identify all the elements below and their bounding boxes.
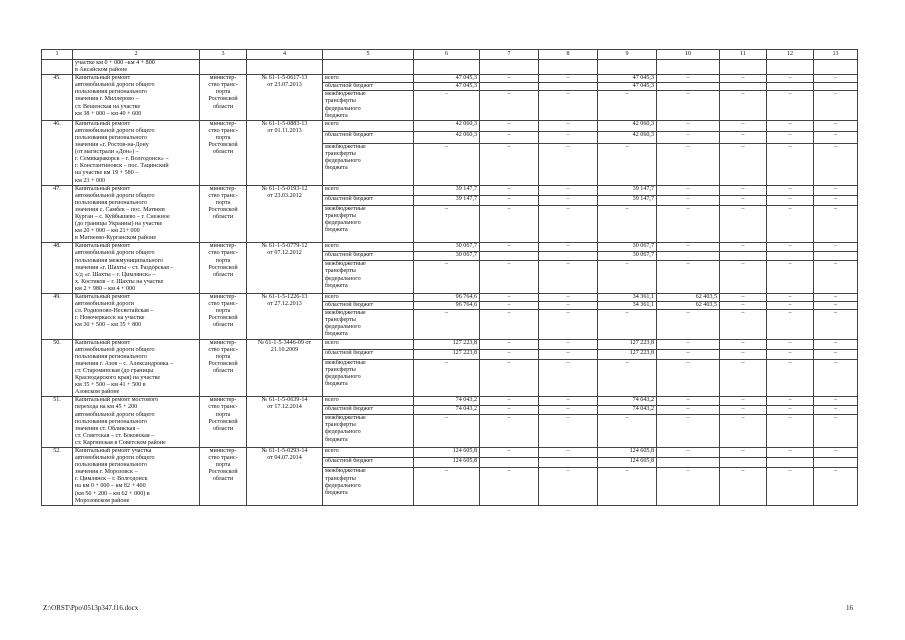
amount-col11: – [720, 302, 767, 310]
amount-col8: – [539, 397, 598, 406]
amount-col10: 62 403,5 [657, 302, 720, 310]
amount-col8: – [539, 120, 598, 132]
col-header: 4 [247, 50, 323, 60]
record-name: Капитальный ремонт автомобильной дороги общего пользования регионального значения «г. Ростов-на-Дону (от магистрали «Дон») – г. Семикаракорск – г. Волгодонск» – г. Константиновск – пос. Тацинский на участке км 19 + 580 – км 23 + 000 [73, 120, 200, 185]
amount-col13: – [814, 397, 858, 406]
funding-source: всего [323, 339, 414, 349]
amount-col9: – [598, 415, 657, 448]
amount-col10 [657, 252, 720, 261]
amount-col8: – [539, 206, 598, 243]
funding-source: областной бюджет [323, 132, 414, 144]
amount-col10: – [657, 447, 720, 457]
amount-col12: – [767, 132, 814, 144]
amount-col6: 47 045,3 [414, 83, 480, 91]
col-header: 5 [323, 50, 414, 60]
amount-col11 [720, 83, 767, 91]
amount-col13: – [814, 132, 858, 144]
amount-col7: – [480, 360, 539, 397]
funding-source: всего [323, 294, 414, 302]
amount-col9: 127 223,8 [598, 339, 657, 349]
record-ministry: министер- ство транс- порта Ростовской области [200, 447, 247, 505]
amount-col13: – [814, 206, 858, 243]
amount-col13 [814, 252, 858, 261]
amount-col8: – [539, 75, 598, 83]
col-header: 6 [414, 50, 480, 60]
page-number: 16 [846, 604, 853, 612]
amount-col12 [767, 83, 814, 91]
record-name: Капитальный ремонт автомобильной дороги общего пользования регионального значения с. Самбек – пос. Матвеев Курган – с. Куйбышево – г. Снежное (до границы Украины) на участке км 20 + 000 – км 21+ 000 в Матвеево-Курганском районе [73, 185, 200, 243]
amount-col8: – [539, 415, 598, 448]
funding-source: всего [323, 447, 414, 457]
continuation-text: участке км 0 + 000 –км 4 + 800 в Аксайском районе [73, 60, 200, 75]
amount-col6: 47 045,3 [414, 75, 480, 83]
funding-source: областной бюджет [323, 349, 414, 359]
amount-col9: – [598, 468, 657, 505]
amount-col12: – [767, 261, 814, 294]
record-permit: № 61-1-5-0779-12 от 07.12.2012 [247, 243, 323, 294]
amount-col12: – [767, 185, 814, 195]
amount-col9: – [598, 310, 657, 339]
record-number: 50. [42, 339, 73, 397]
amount-col8: – [539, 132, 598, 144]
amount-col13: – [814, 415, 858, 448]
amount-col6: 96 764,6 [414, 302, 480, 310]
amount-col7: – [480, 406, 539, 415]
amount-col9: 34 361,1 [598, 302, 657, 310]
amount-col12: – [767, 468, 814, 505]
record-number: 46. [42, 120, 73, 185]
amount-col12 [767, 458, 814, 468]
amount-col11: – [720, 415, 767, 448]
amount-col8: – [539, 302, 598, 310]
amount-col8: – [539, 339, 598, 349]
amount-col10: – [657, 261, 720, 294]
funding-source: межбюджетные трансферты федерального бюджета [323, 206, 414, 243]
amount-col11: – [720, 206, 767, 243]
amount-col7: – [480, 349, 539, 359]
amount-col10: 62 403,5 [657, 294, 720, 302]
amount-col6: 42 060,3 [414, 120, 480, 132]
amount-col12: – [767, 294, 814, 302]
continuation-row [42, 60, 858, 75]
amount-col10 [657, 458, 720, 468]
amount-col10: – [657, 75, 720, 83]
amount-col10: – [657, 91, 720, 120]
amount-col11: – [720, 143, 767, 185]
amount-col11: – [720, 310, 767, 339]
amount-col10: – [657, 349, 720, 359]
record-permit: № 61-1-5-0883-13 от 01.11.2013 [247, 120, 323, 185]
amount-col8: – [539, 261, 598, 294]
amount-col10: – [657, 243, 720, 252]
funding-source: всего [323, 243, 414, 252]
col-header: 2 [73, 50, 200, 60]
amount-col12: – [767, 75, 814, 83]
amount-col13: – [814, 120, 858, 132]
amount-col11: – [720, 195, 767, 205]
record-row [42, 397, 858, 406]
amount-col10: – [657, 415, 720, 448]
record-permit: № 61-1-5-3446-09 от 21.10.2009 [247, 339, 323, 397]
amount-col10: – [657, 185, 720, 195]
amount-col9: 74 043,2 [598, 406, 657, 415]
amount-col7: – [480, 132, 539, 144]
amount-col6: 127 223,8 [414, 349, 480, 359]
table-body [42, 50, 858, 506]
amount-col8: – [539, 360, 598, 397]
amount-col12: – [767, 339, 814, 349]
amount-col12: – [767, 302, 814, 310]
funding-source: межбюджетные трансферты федерального бюджета [323, 143, 414, 185]
amount-col7: – [480, 243, 539, 252]
funding-source: межбюджетные трансферты федерального бюджета [323, 468, 414, 505]
amount-col8 [539, 83, 598, 91]
amount-col10: – [657, 195, 720, 205]
record-ministry: министер- ство транс- порта Ростовской области [200, 243, 247, 294]
amount-col9: 42 060,3 [598, 120, 657, 132]
amount-col12: – [767, 360, 814, 397]
amount-col13: – [814, 406, 858, 415]
amount-col7 [480, 83, 539, 91]
record-number: 47. [42, 185, 73, 243]
amount-col12: – [767, 143, 814, 185]
record-name: Капитальный ремонт автомобильной дороги общего пользования регионального значения г. Азов – с. Александровка – ст. Староминская (до границы Краснодарского края) на участке км 35 + 500 – км 41 + 500 в Азовском районе [73, 339, 200, 397]
amount-col7: – [480, 310, 539, 339]
amount-col8: – [539, 243, 598, 252]
amount-col9: – [598, 143, 657, 185]
funding-source: всего [323, 75, 414, 83]
amount-col9: 74 043,2 [598, 397, 657, 406]
amount-col9: 34 361,1 [598, 294, 657, 302]
amount-col9: 39 147,7 [598, 195, 657, 205]
record-ministry: министер- ство транс- порта Ростовской области [200, 185, 247, 243]
amount-col11: – [720, 120, 767, 132]
amount-col11: – [720, 397, 767, 406]
amount-col9: – [598, 261, 657, 294]
amount-col6: – [414, 91, 480, 120]
funding-source: межбюджетные трансферты федерального бюджета [323, 261, 414, 294]
amount-col13: – [814, 91, 858, 120]
amount-col12: – [767, 310, 814, 339]
amount-col11: – [720, 360, 767, 397]
amount-col11: – [720, 261, 767, 294]
record-ministry: министер- ство транс- порта Ростовской области [200, 294, 247, 340]
amount-col11: – [720, 75, 767, 83]
record-permit: № 61-1-5-0639-14 от 17.12.2014 [247, 397, 323, 448]
record-ministry: министер- ство транс- порта Ростовской области [200, 75, 247, 121]
amount-col11: – [720, 447, 767, 457]
amount-col7: – [480, 302, 539, 310]
amount-col7: – [480, 447, 539, 457]
amount-col11: – [720, 339, 767, 349]
record-name: Капитальный ремонт мостового перехода на км 45 + 200 автомобильной дороги общего пользования регионального значения ст. Обливская – ст. Советская – ст. Боковская – ст. Каргинская в Советском районе [73, 397, 200, 448]
amount-col6: – [414, 360, 480, 397]
amount-col8: – [539, 310, 598, 339]
amount-col6: 74 043,2 [414, 406, 480, 415]
amount-col9: – [598, 91, 657, 120]
amount-col12: – [767, 120, 814, 132]
amount-col7: – [480, 397, 539, 406]
amount-col7: – [480, 294, 539, 302]
amount-col8: – [539, 406, 598, 415]
amount-col7: – [480, 339, 539, 349]
record-row [42, 185, 858, 195]
record-row [42, 447, 858, 457]
amount-col13: – [814, 447, 858, 457]
record-number: 49. [42, 294, 73, 340]
col-header: 7 [480, 50, 539, 60]
amount-col11: – [720, 243, 767, 252]
funding-source: межбюджетные трансферты федерального бюджета [323, 310, 414, 339]
amount-col11: – [720, 185, 767, 195]
amount-col7: – [480, 468, 539, 505]
amount-col8 [539, 458, 598, 468]
record-row [42, 75, 858, 83]
amount-col12: – [767, 397, 814, 406]
amount-col9: 30 067,7 [598, 243, 657, 252]
record-ministry: министер- ство транс- порта Ростовской области [200, 339, 247, 397]
amount-col10 [657, 83, 720, 91]
amount-col8 [539, 252, 598, 261]
amount-col10: – [657, 360, 720, 397]
amount-col11: – [720, 468, 767, 505]
amount-col6: 127 223,8 [414, 339, 480, 349]
amount-col13: – [814, 349, 858, 359]
amount-col12: – [767, 415, 814, 448]
record-row [42, 120, 858, 132]
amount-col10: – [657, 120, 720, 132]
funding-source: всего [323, 120, 414, 132]
amount-col12: – [767, 447, 814, 457]
amount-col8: – [539, 143, 598, 185]
amount-col10: – [657, 132, 720, 144]
amount-col7: – [480, 143, 539, 185]
col-header: 12 [767, 50, 814, 60]
amount-col13: – [814, 294, 858, 302]
amount-col11: – [720, 91, 767, 120]
amount-col6: 30 067,7 [414, 252, 480, 261]
amount-col9: – [598, 206, 657, 243]
amount-col6: 39 147,7 [414, 195, 480, 205]
record-permit: № 61-1-5-1226-13 от 27.12.2013 [247, 294, 323, 340]
amount-col8: – [539, 349, 598, 359]
amount-col11 [720, 252, 767, 261]
funding-source: областной бюджет [323, 252, 414, 261]
amount-col6: – [414, 415, 480, 448]
amount-col7: – [480, 261, 539, 294]
record-name: Капитальный ремонт автомобильной дороги сл. Родионово-Несветайская – г. Новочеркасск на участке км 30 + 500 – км 35 + 800 [73, 294, 200, 340]
amount-col9: 42 060,3 [598, 132, 657, 144]
funding-source: межбюджетные трансферты федерального бюджета [323, 360, 414, 397]
amount-col10: – [657, 206, 720, 243]
col-header: 3 [200, 50, 247, 60]
record-number: 48. [42, 243, 73, 294]
amount-col11 [720, 458, 767, 468]
col-header: 8 [539, 50, 598, 60]
record-permit: № 61-1-5-0617-13 от 23.07.2013 [247, 75, 323, 121]
record-number: 52. [42, 447, 73, 505]
amount-col8: – [539, 447, 598, 457]
amount-col6: 74 043,2 [414, 397, 480, 406]
amount-col13: – [814, 468, 858, 505]
amount-col12: – [767, 349, 814, 359]
amount-col13: – [814, 302, 858, 310]
funding-source: областной бюджет [323, 406, 414, 415]
amount-col12: – [767, 91, 814, 120]
amount-col9: 124 605,8 [598, 447, 657, 457]
amount-col13: – [814, 243, 858, 252]
amount-col7: – [480, 91, 539, 120]
amount-col6: – [414, 206, 480, 243]
funding-source: всего [323, 397, 414, 406]
program-table [41, 49, 858, 506]
amount-col6: – [414, 310, 480, 339]
record-row [42, 243, 858, 252]
funding-source: межбюджетные трансферты федерального бюджета [323, 415, 414, 448]
record-name: Капитальный ремонт автомобильной дороги общего пользования регионального значения г. Миллерово – ст. Вешенская на участке км 38 + 000 – км 40 + 600 [73, 75, 200, 121]
record-permit: № 61-1-5-0293-14 от 04.07.2014 [247, 447, 323, 505]
amount-col7: – [480, 120, 539, 132]
amount-col10: – [657, 310, 720, 339]
amount-col7: – [480, 206, 539, 243]
amount-col13: – [814, 261, 858, 294]
amount-col13: – [814, 195, 858, 205]
funding-source: всего [323, 185, 414, 195]
column-numbers-row [42, 50, 858, 60]
amount-col13: – [814, 143, 858, 185]
amount-col9: 39 147,7 [598, 185, 657, 195]
amount-col13: – [814, 185, 858, 195]
col-header: 9 [598, 50, 657, 60]
col-header: 10 [657, 50, 720, 60]
amount-col11: – [720, 406, 767, 415]
amount-col9: 47 045,3 [598, 75, 657, 83]
amount-col7: – [480, 75, 539, 83]
record-name: Капитальный ремонт участка автомобильной дороги общего пользования регионального значения г. Морозовск – г. Цимлянск – г. Волгодонск на км 0 + 000 – км 82 + 400 (км 56 + 200 – км 62 + 000) в Морозовском районе [73, 447, 200, 505]
amount-col10: – [657, 406, 720, 415]
amount-col6: 39 147,7 [414, 185, 480, 195]
record-name: Капитальный ремонт автомобильной дороги общего пользования межмуниципального значения «г. Шахты – ст. Раздорская – х/д «г. Шахты – г. Цимлянск» – х. Костиков – г. Шахты на участке км 2 + 980 – км 4 + 000 [73, 243, 200, 294]
amount-col6: – [414, 261, 480, 294]
amount-col10: – [657, 143, 720, 185]
amount-col11: – [720, 132, 767, 144]
amount-col8: – [539, 185, 598, 195]
col-header: 13 [814, 50, 858, 60]
record-permit: № 61-1-5-0193-12 от 23.03.2012 [247, 185, 323, 243]
amount-col7 [480, 458, 539, 468]
record-number: 51. [42, 397, 73, 448]
amount-col10: – [657, 339, 720, 349]
record-row [42, 294, 858, 302]
amount-col8: – [539, 294, 598, 302]
document-sheet [41, 49, 857, 506]
amount-col7 [480, 252, 539, 261]
amount-col6: 124 605,8 [414, 458, 480, 468]
file-path: Z:\ORST\Ppo\0513p347.f16.docx [43, 604, 139, 612]
record-row [42, 339, 858, 349]
amount-col13: – [814, 75, 858, 83]
amount-col8: – [539, 468, 598, 505]
amount-col13 [814, 458, 858, 468]
record-ministry: министер- ство транс- порта Ростовской области [200, 397, 247, 448]
amount-col11: – [720, 294, 767, 302]
amount-col9: 30 067,7 [598, 252, 657, 261]
amount-col10: – [657, 468, 720, 505]
amount-col9: 47 045,3 [598, 83, 657, 91]
amount-col7: – [480, 195, 539, 205]
amount-col12: – [767, 195, 814, 205]
amount-col7: – [480, 185, 539, 195]
amount-col9: 127 223,8 [598, 349, 657, 359]
amount-col12: – [767, 243, 814, 252]
amount-col12 [767, 252, 814, 261]
funding-source: областной бюджет [323, 83, 414, 91]
amount-col6: – [414, 143, 480, 185]
amount-col8: – [539, 195, 598, 205]
record-ministry: министер- ство транс- порта Ростовской области [200, 120, 247, 185]
amount-col13: – [814, 339, 858, 349]
amount-col6: 124 605,8 [414, 447, 480, 457]
amount-col12: – [767, 206, 814, 243]
amount-col12: – [767, 406, 814, 415]
funding-source: областной бюджет [323, 195, 414, 205]
amount-col13 [814, 83, 858, 91]
amount-col6: 30 067,7 [414, 243, 480, 252]
amount-col10: – [657, 397, 720, 406]
amount-col7: – [480, 415, 539, 448]
amount-col6: 96 764,6 [414, 294, 480, 302]
amount-col9: – [598, 360, 657, 397]
amount-col13: – [814, 310, 858, 339]
funding-source: областной бюджет [323, 302, 414, 310]
col-header: 1 [42, 50, 73, 60]
funding-source: областной бюджет [323, 458, 414, 468]
col-header: 11 [720, 50, 767, 60]
amount-col13: – [814, 360, 858, 397]
amount-col8: – [539, 91, 598, 120]
amount-col6: 42 060,3 [414, 132, 480, 144]
amount-col6: – [414, 468, 480, 505]
amount-col9: 124 605,8 [598, 458, 657, 468]
funding-source: межбюджетные трансферты федерального бюджета [323, 91, 414, 120]
amount-col11: – [720, 349, 767, 359]
record-number: 45. [42, 75, 73, 121]
